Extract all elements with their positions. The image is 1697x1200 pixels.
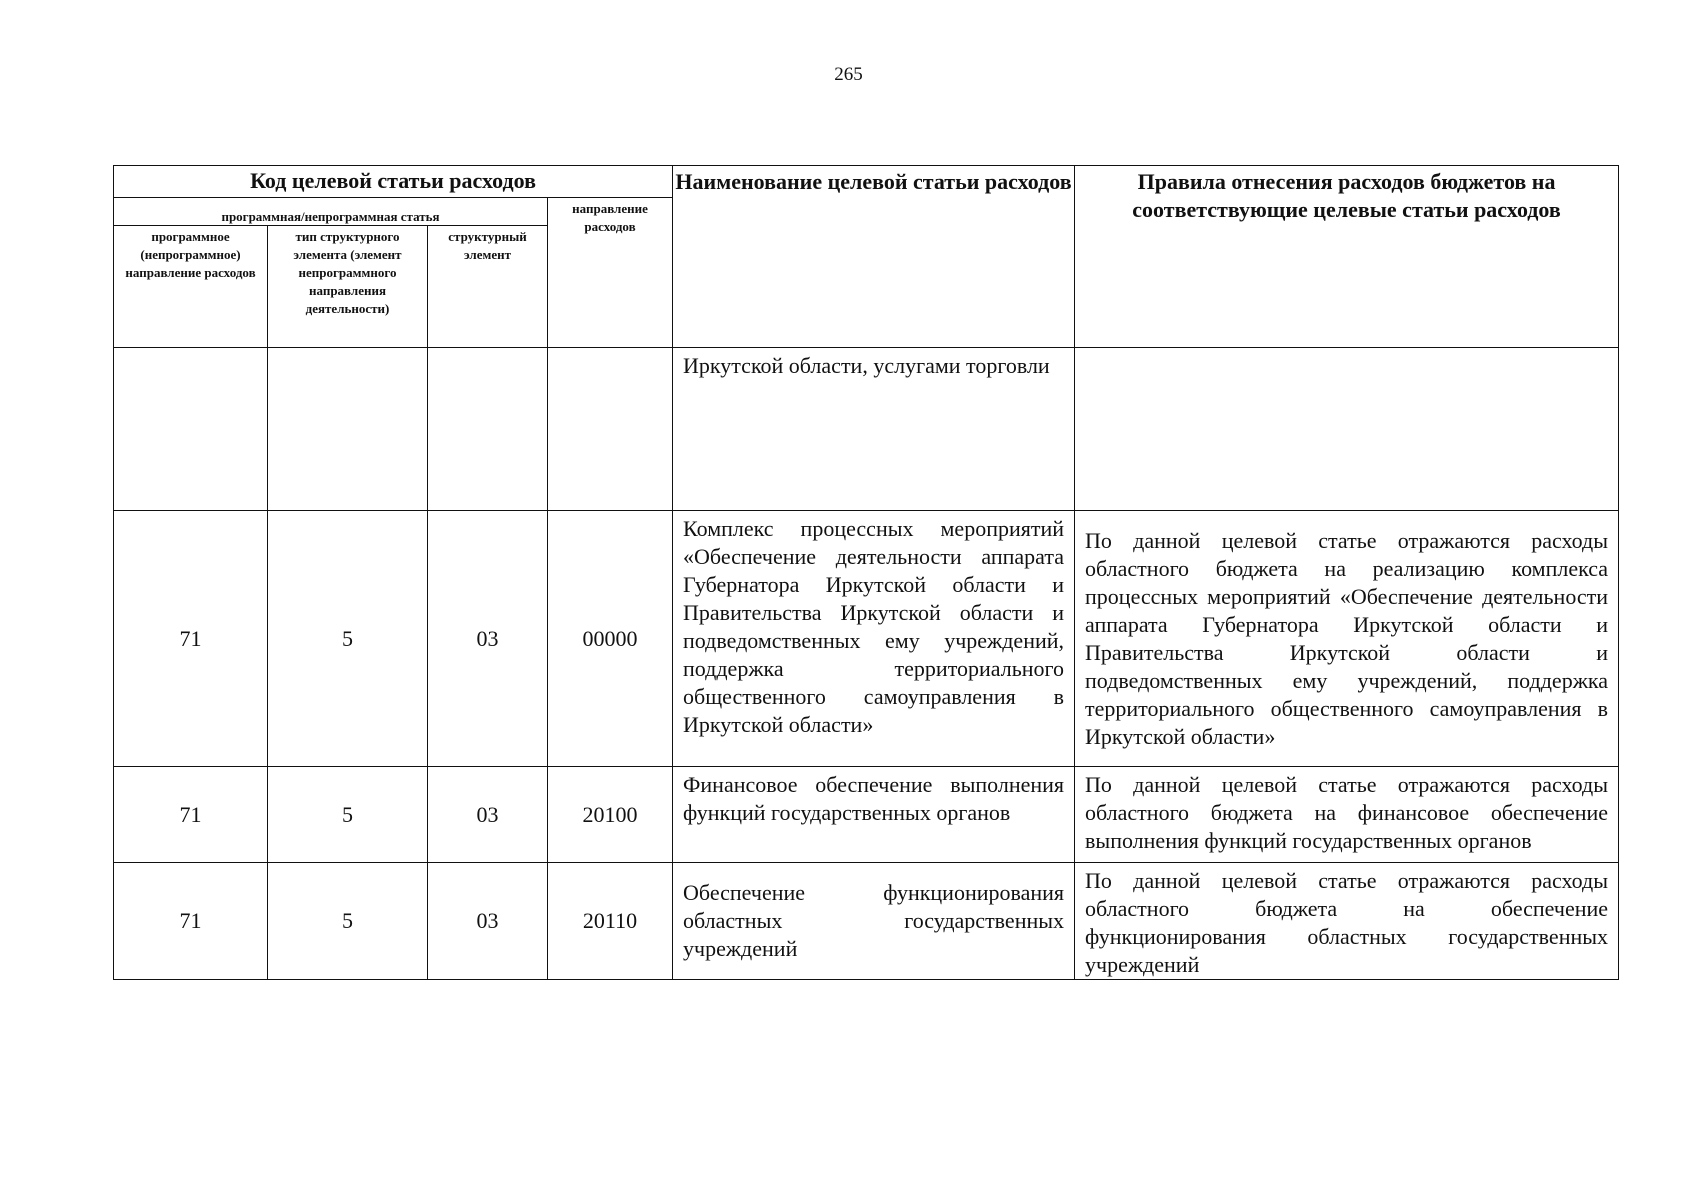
rules-column-header: Правила отнесения расходов бюджетов на соответствующие целевые статьи расходов bbox=[1075, 166, 1619, 348]
type-cell bbox=[268, 348, 428, 511]
type-column-header: тип структурного элемента (элемент непрограммного направления деятельности) bbox=[268, 226, 428, 348]
type-cell: 5 bbox=[268, 767, 428, 863]
program-cell bbox=[114, 348, 268, 511]
rules-cell: По данной целевой статье отражаются расходы областного бюджета на обеспечение функционирования областных государственных учреждений bbox=[1075, 863, 1619, 980]
element-cell: 03 bbox=[428, 511, 548, 767]
table-row bbox=[114, 767, 1619, 863]
program-cell: 71 bbox=[114, 511, 268, 767]
table-row bbox=[114, 348, 1619, 511]
code-header: Код целевой статьи расходов bbox=[114, 166, 673, 198]
direction-cell: 20100 bbox=[548, 767, 673, 863]
type-cell: 5 bbox=[268, 863, 428, 980]
name-cell: Финансовое обеспечение выполнения функций государственных органов bbox=[673, 767, 1075, 863]
rules-cell bbox=[1075, 348, 1619, 511]
program-cell: 71 bbox=[114, 767, 268, 863]
rules-cell: По данной целевой статье отражаются расходы областного бюджета на финансовое обеспечение выполнения функций государственных органов bbox=[1075, 767, 1619, 863]
rules-cell: По данной целевой статье отражаются расходы областного бюджета на реализацию комплекса процессных мероприятий «Обеспечение деятельности аппарата Губернатора Иркутской области и Правительства Иркутской области и подведомственных ему учреждений, поддержка территориального общественного самоуправления в Иркутской области» bbox=[1075, 511, 1619, 767]
program-cell: 71 bbox=[114, 863, 268, 980]
direction-cell: 20110 bbox=[548, 863, 673, 980]
name-cell: Комплекс процессных мероприятий «Обеспечение деятельности аппарата Губернатора Иркутской области и Правительства Иркутской области и подведомственных ему учреждений, поддержка территориального общественного самоуправления в Иркутской области» bbox=[673, 511, 1075, 767]
target-expense-codes-table bbox=[113, 165, 1619, 980]
element-column-header: структурный элемент bbox=[428, 226, 548, 348]
element-cell bbox=[428, 348, 548, 511]
table-row bbox=[114, 863, 1619, 980]
page-number: 265 bbox=[834, 64, 863, 85]
type-cell: 5 bbox=[268, 511, 428, 767]
table-row bbox=[114, 511, 1619, 767]
program-column-header: программное (непрограммное) направление расходов bbox=[114, 226, 268, 348]
direction-cell: 00000 bbox=[548, 511, 673, 767]
direction-cell bbox=[548, 348, 673, 511]
direction-column-header: направление расходов bbox=[548, 198, 673, 348]
element-cell: 03 bbox=[428, 767, 548, 863]
name-column-header: Наименование целевой статьи расходов bbox=[673, 166, 1075, 348]
element-cell: 03 bbox=[428, 863, 548, 980]
name-cell: Обеспечение функционирования областных государственных учреждений bbox=[673, 863, 1075, 980]
program-group-header: программная/непрограммная статья bbox=[114, 198, 548, 226]
name-cell: Иркутской области, услугами торговли bbox=[673, 348, 1075, 511]
